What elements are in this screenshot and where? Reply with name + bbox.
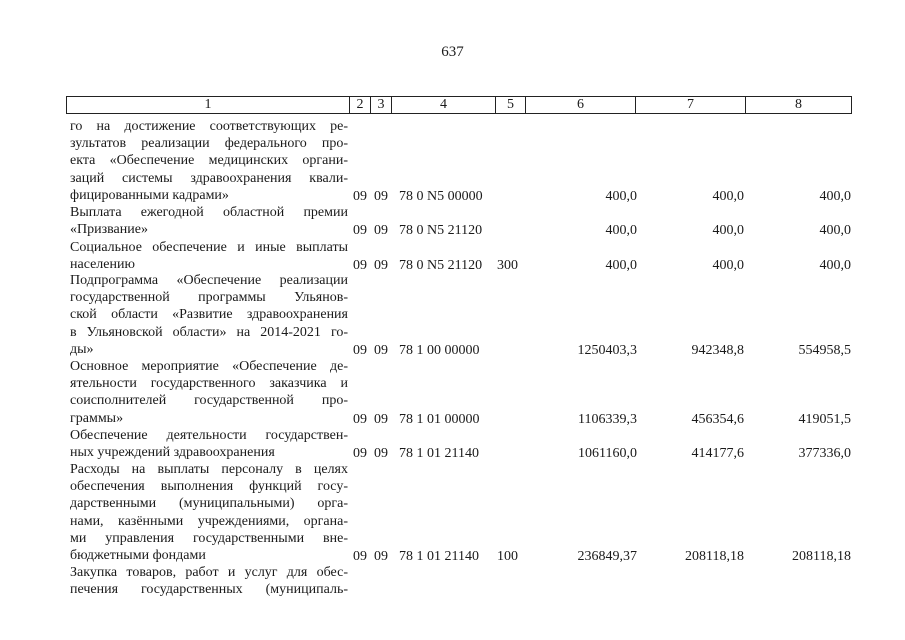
description-line: Подпрограмма «Обеспечение реализации [70,273,348,288]
description-line: соисполнителей государственной про- [70,393,348,409]
razdel-cell: 09 [353,188,367,204]
amount-col-6: 400,0 [605,223,637,239]
expense-type-cell: 300 [497,258,518,274]
podrazdel-cell: 09 [374,549,388,564]
row-description [70,204,348,238]
target-article-cell: 78 1 00 00000 [399,342,480,358]
header-col-4: 4 [391,97,495,113]
row-description [70,239,348,273]
razdel-cell: 09 [353,258,367,274]
description-line: Закупка товаров, работ и услуг для обес- [70,565,348,580]
amount-col-7: 942348,8 [691,342,744,358]
description-line: дарственными (муниципальными) орга- [70,496,348,512]
description-line: ды» [70,341,94,357]
amount-col-7: 400,0 [712,188,744,204]
description-line: обеспечения выполнения функций госу- [70,479,348,495]
header-col-8: 8 [745,97,851,113]
podrazdel-cell: 09 [374,411,388,427]
description-line: екта «Обеспечение медицинских органи- [70,153,348,169]
target-article-cell: 78 0 N5 00000 [399,188,483,204]
description-line: фицированными кадрами» [70,187,229,203]
header-col-6: 6 [525,97,635,113]
row-description [70,118,348,204]
row-description [70,427,348,461]
amount-col-8: 554958,5 [798,342,851,358]
header-col-7: 7 [635,97,745,113]
amount-col-6: 1250403,3 [577,342,637,358]
header-col-1: 1 [204,97,212,112]
amount-col-7: 414177,6 [691,446,744,462]
razdel-cell: 09 [353,342,367,358]
razdel-cell: 09 [353,223,367,239]
target-article-cell: 78 0 N5 21120 [399,258,483,274]
description-line: Социальное обеспечение и иные выплаты [70,240,348,255]
description-line: бюджетными фондами [70,548,206,564]
amount-col-6: 1061160,0 [578,446,637,462]
target-article-cell: 78 1 01 21140 [399,446,479,462]
target-article-cell: 78 1 01 21140 [399,549,479,564]
row-description [70,358,348,427]
podrazdel-cell: 09 [374,188,388,204]
row-description [70,564,348,598]
amount-col-6: 1106339,3 [578,411,637,427]
amount-col-7: 400,0 [712,258,744,274]
podrazdel-cell: 09 [374,342,388,358]
amount-col-8: 400,0 [819,188,851,204]
description-line: заций системы здравоохранения квали- [70,170,348,186]
description-line: ятельности государственного заказчика и [70,376,348,392]
amount-col-6: 400,0 [605,258,637,274]
description-line: в Ульяновской области» на 2014-2021 го- [70,324,348,340]
description-line: печения государственных (муниципаль- [70,582,348,598]
amount-col-8: 419051,5 [798,411,851,427]
description-line: граммы» [70,410,124,426]
amount-col-7: 400,0 [712,223,744,239]
expense-type-cell: 100 [497,549,518,564]
amount-col-7: 208118,18 [685,549,744,564]
description-line: нами, казёнными учреждениями, органа- [70,513,348,529]
podrazdel-cell: 09 [374,446,388,462]
razdel-cell: 09 [353,549,367,564]
description-line: го на достижение соответствующих ре- [70,119,348,134]
header-col-5: 5 [495,97,525,113]
page-number: 637 [441,44,464,60]
row-description [70,272,348,358]
description-line: Расходы на выплаты персоналу в целях [70,462,348,477]
description-line: населению [70,257,135,273]
description-line: «Призвание» [70,222,148,238]
razdel-cell: 09 [353,411,367,427]
table-header [66,96,852,114]
description-line: ми управления государственными вне- [70,530,348,546]
description-line: государственной программы Ульянов- [70,290,348,306]
description-line: ных учреждений здравоохранения [70,445,275,461]
podrazdel-cell: 09 [374,223,388,239]
amount-col-7: 456354,6 [691,411,744,427]
header-col-3: 3 [370,97,391,113]
target-article-cell: 78 1 01 00000 [399,411,480,427]
description-line: ской области «Развитие здравоохранения [70,307,348,323]
amount-col-8: 377336,0 [798,446,851,462]
description-line: Выплата ежегодной областной премии [70,205,348,220]
amount-col-8: 208118,18 [792,549,851,564]
description-line: Обеспечение деятельности государствен- [70,428,348,443]
amount-col-8: 400,0 [819,223,851,239]
target-article-cell: 78 0 N5 21120 [399,223,483,239]
header-col-2: 2 [349,97,370,113]
amount-col-6: 400,0 [605,188,637,204]
amount-col-6: 236849,37 [577,549,637,564]
description-line: Основное мероприятие «Обеспечение де- [70,359,348,374]
amount-col-8: 400,0 [819,258,851,274]
razdel-cell: 09 [353,446,367,462]
podrazdel-cell: 09 [374,258,388,274]
description-line: зультатов реализации федерального про- [70,136,348,152]
row-description [70,461,348,564]
